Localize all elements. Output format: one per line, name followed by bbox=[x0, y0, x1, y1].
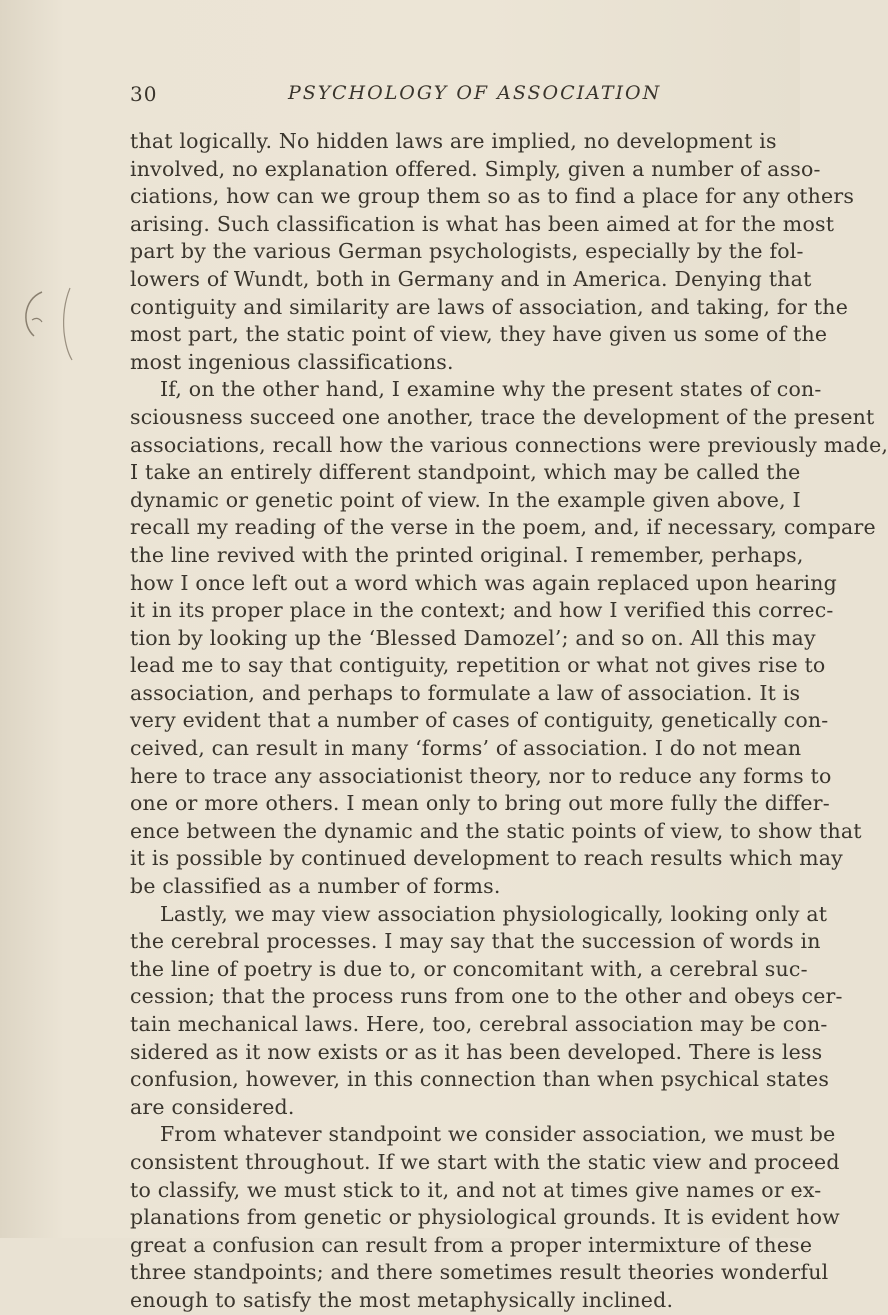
page-header bbox=[130, 82, 730, 112]
text-line: the cerebral processes. I may say that the succession of words in bbox=[130, 929, 821, 954]
text-line: part by the various German psychologists, especially by the fol- bbox=[130, 239, 804, 264]
text-line: very evident that a number of cases of contiguity, genetically con- bbox=[130, 708, 829, 733]
text-line: it in its proper place in the context; and how I verified this correc- bbox=[130, 598, 834, 623]
text-line: one or more others. I mean only to bring out more fully the differ- bbox=[130, 791, 830, 816]
margin-pencil-mark bbox=[12, 280, 82, 370]
running-head: PSYCHOLOGY OF ASSOCIATION bbox=[288, 82, 662, 104]
text-line: Lastly, we may view association physiologically, looking only at bbox=[160, 901, 828, 926]
text-line: lead me to say that contiguity, repetition or what not gives rise to bbox=[130, 653, 826, 678]
text-line: If, on the other hand, I examine why the present states of con- bbox=[160, 377, 822, 402]
text-line: tion by looking up the ‘Blessed Damozel’; and so on. All this may bbox=[130, 625, 816, 650]
text-line: sciousness succeed one another, trace the development of the present bbox=[130, 404, 875, 429]
text-line: ceived, can result in many ‘forms’ of association. I do not mean bbox=[130, 736, 802, 761]
text-line: the line revived with the printed original. I remember, perhaps, bbox=[130, 542, 804, 567]
text-line: sidered as it now exists or as it has been developed. There is less bbox=[130, 1039, 823, 1064]
text-line: are considered. bbox=[130, 1094, 295, 1119]
text-line: most part, the static point of view, they have given us some of the bbox=[130, 322, 828, 347]
text-line: that logically. No hidden laws are implied, no development is bbox=[130, 129, 777, 153]
text-line: involved, no explanation offered. Simply, given a number of asso- bbox=[130, 156, 821, 181]
text-line: here to trace any associationist theory, nor to reduce any forms to bbox=[130, 763, 832, 788]
text-line: arising. Such classification is what has been aimed at for the most bbox=[130, 211, 835, 236]
page-number: 30 bbox=[130, 82, 158, 106]
text-line: be classified as a number of forms. bbox=[130, 874, 501, 899]
text-line: consistent throughout. If we start with the static view and proceed bbox=[130, 1149, 840, 1174]
text-line: enough to satisfy the most metaphysically inclined. bbox=[130, 1287, 674, 1312]
text-line: how I once left out a word which was again replaced upon hearing bbox=[130, 570, 837, 595]
text-line: three standpoints; and there sometimes result theories wonderful bbox=[130, 1260, 829, 1285]
text-line: lowers of Wundt, both in Germany and in America. Denying that bbox=[130, 266, 812, 291]
text-line: From whatever standpoint we consider association, we must be bbox=[160, 1122, 836, 1147]
text-line: I take an entirely different standpoint, which may be called the bbox=[130, 460, 801, 485]
text-line: recall my reading of the verse in the poem, and, if necessary, compare bbox=[130, 515, 876, 540]
text-line: to classify, we must stick to it, and not at times give names or ex- bbox=[130, 1177, 822, 1202]
text-line: great a confusion can result from a proper intermixture of these bbox=[130, 1232, 813, 1257]
text-line: ence between the dynamic and the static points of view, to show that bbox=[130, 818, 862, 843]
text-line: the line of poetry is due to, or concomitant with, a cerebral suc- bbox=[130, 956, 808, 981]
body-text bbox=[130, 128, 888, 1315]
text-line: associations, recall how the various connections were previously made, bbox=[130, 432, 888, 457]
text-line: most ingenious classifications. bbox=[130, 349, 454, 374]
text-line: it is possible by continued development to reach results which may bbox=[130, 846, 843, 871]
text-line: contiguity and similarity are laws of association, and taking, for the bbox=[130, 294, 849, 319]
text-line: cession; that the process runs from one to the other and obeys cer- bbox=[130, 984, 843, 1009]
text-line: association, and perhaps to formulate a law of association. It is bbox=[130, 680, 801, 705]
text-line: dynamic or genetic point of view. In the example given above, I bbox=[130, 487, 801, 512]
text-line: confusion, however, in this connection than when psychical states bbox=[130, 1067, 830, 1092]
text-line: tain mechanical laws. Here, too, cerebral association may be con- bbox=[130, 1012, 828, 1036]
text-line: planations from genetic or physiological grounds. It is evident how bbox=[130, 1205, 840, 1230]
text-line: ciations, how can we group them so as to find a place for any others bbox=[130, 184, 855, 209]
